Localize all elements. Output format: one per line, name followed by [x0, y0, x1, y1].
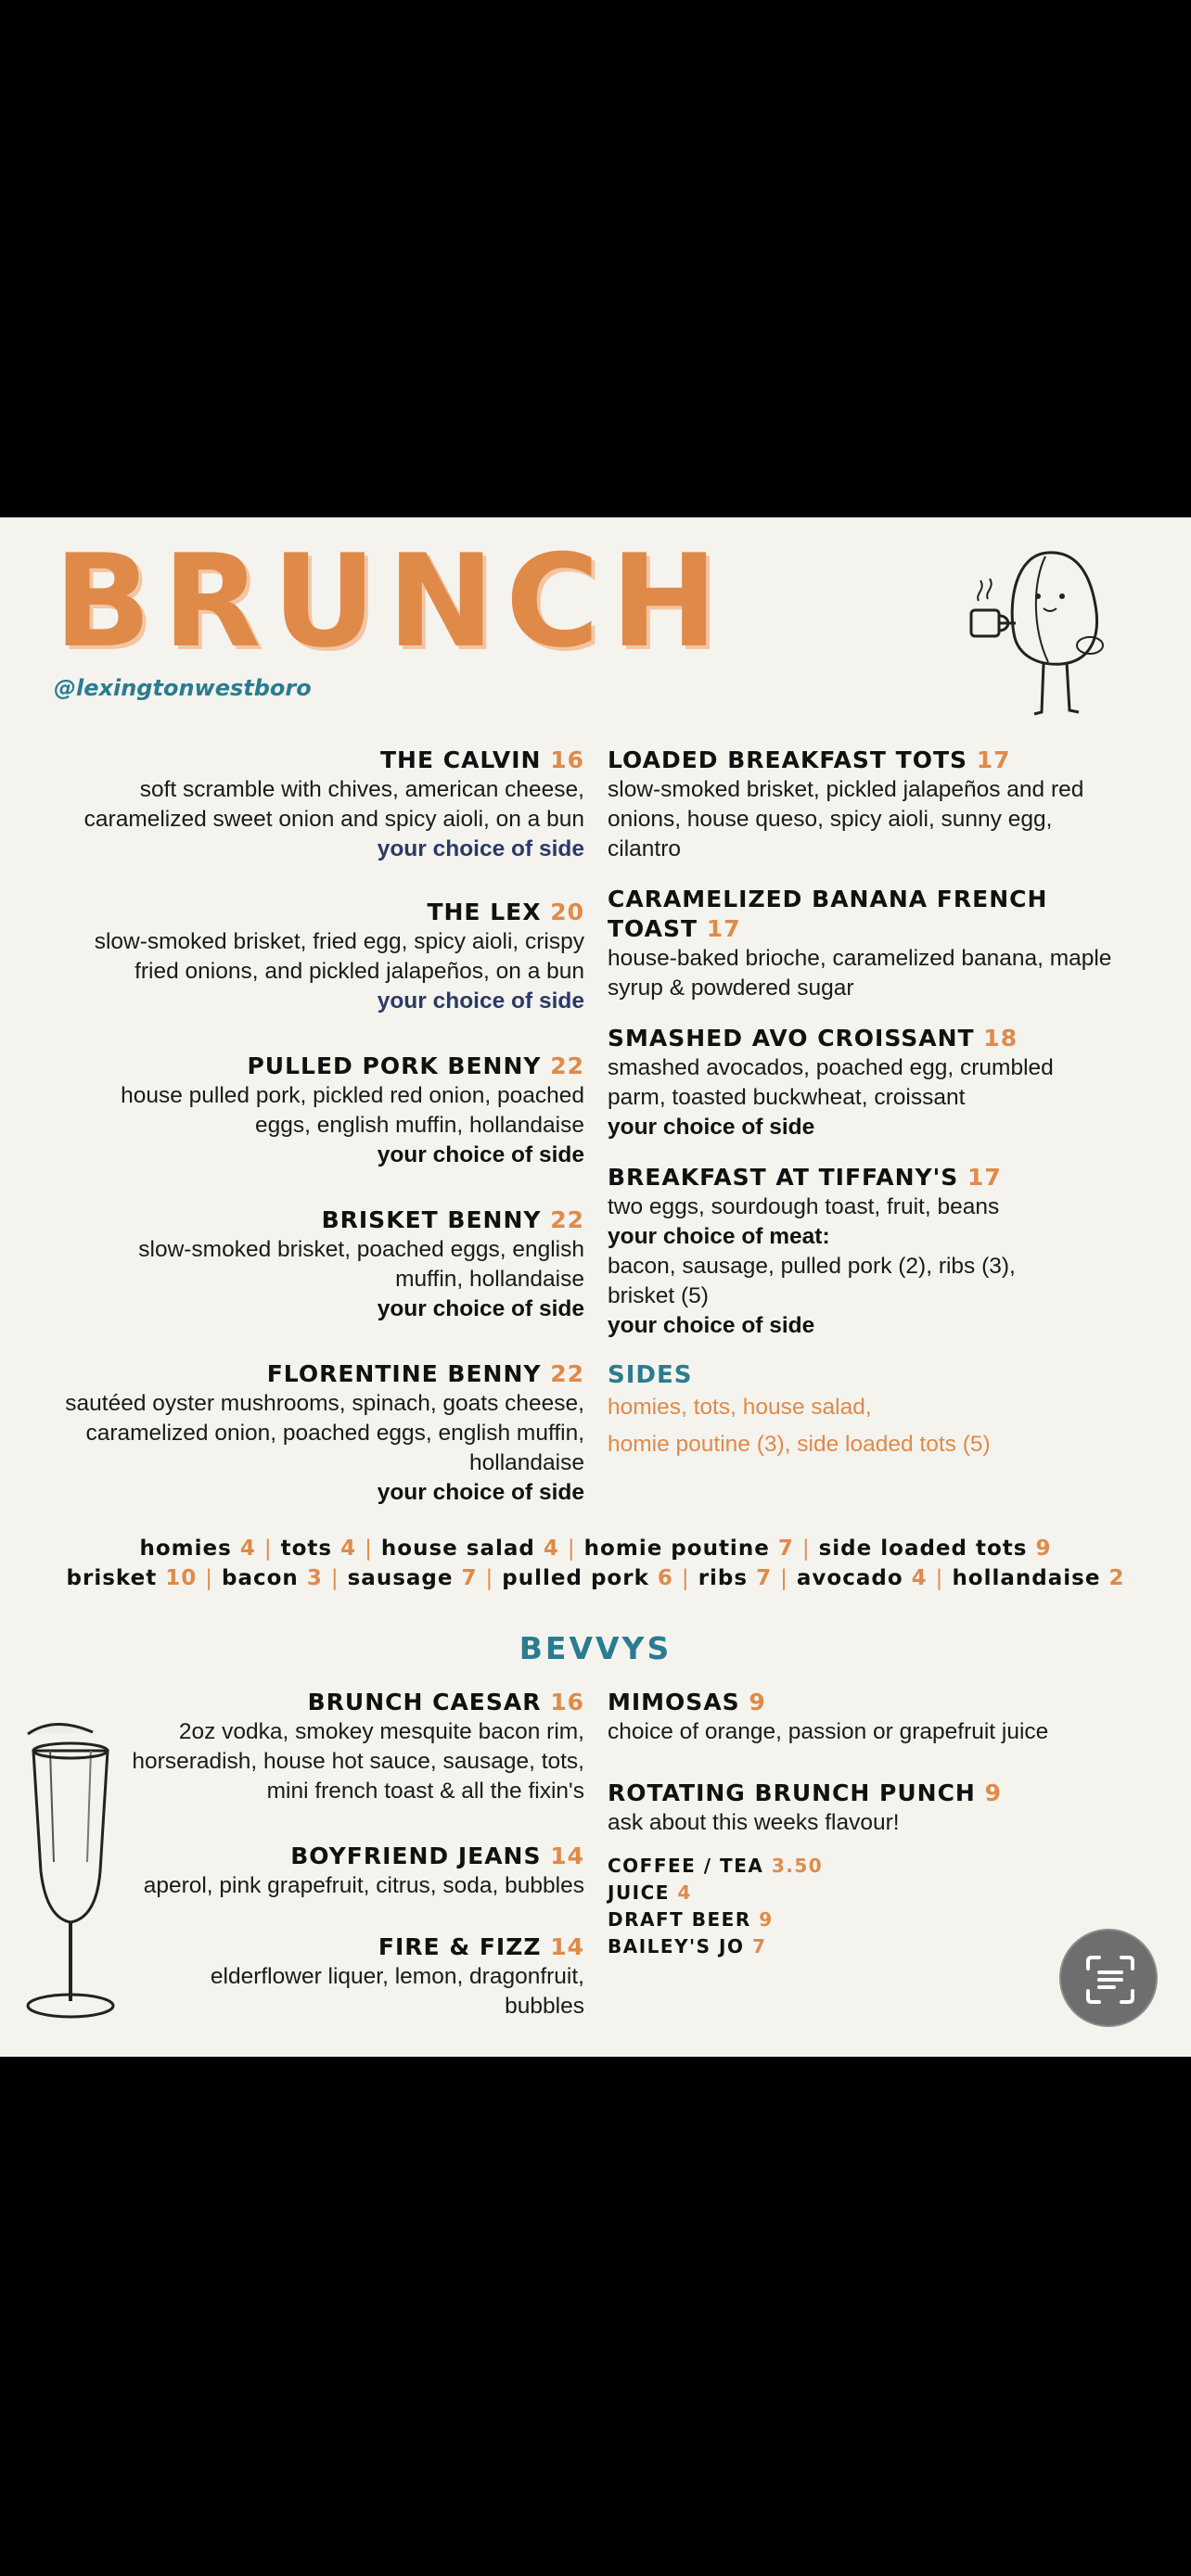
item-desc-line: caramelized sweet onion and spicy aioli, on a bun	[83, 807, 584, 832]
item-name: THE LEX	[427, 899, 542, 925]
item-desc-line: hollandaise	[469, 1450, 584, 1475]
sides-title: SIDES	[608, 1361, 693, 1389]
drink-desc-line: choice of orange, passion or grapefruit juice	[608, 1719, 1049, 1744]
google-lens-scan-icon	[1084, 1954, 1136, 2006]
drink-price: 9	[749, 1689, 766, 1715]
drink-item	[608, 1933, 1136, 1960]
addon-price: 10	[165, 1566, 198, 1590]
item-desc-line: soft scramble with chives, american cheese,	[139, 777, 584, 802]
drink-name: BOYFRIEND JEANS	[290, 1843, 542, 1869]
item-desc-line: house-baked brioche, caramelized banana, maple	[608, 946, 1112, 971]
instagram-handle: @lexingtonwestboro	[54, 675, 312, 701]
drink-price: 16	[550, 1689, 584, 1715]
menu-item	[608, 746, 1136, 864]
item-extra: your choice of side	[608, 1313, 815, 1338]
addon-price: 2	[1108, 1566, 1125, 1590]
menu-card	[0, 517, 1191, 2057]
drink-item	[56, 1842, 584, 1901]
google-lens-scan-button[interactable]	[1059, 1929, 1158, 2027]
drink-item	[608, 1880, 1136, 1906]
sides-line: homies, tots, house salad,	[608, 1395, 872, 1420]
addon-price: 6	[657, 1566, 673, 1590]
item-extra: your choice of side	[377, 988, 584, 1014]
item-extra: your choice of side	[377, 1142, 584, 1167]
item-desc-line: fried onions, and pickled jalapeños, on a bun	[134, 959, 584, 984]
drink-desc-line: bubbles	[505, 1994, 584, 2019]
item-price: 17	[967, 1164, 1002, 1191]
addon-price: 7	[756, 1566, 773, 1590]
meat-choice-label: your choice of meat:	[608, 1224, 830, 1249]
drink-item	[608, 1906, 1136, 1933]
menu-item	[608, 1163, 1136, 1341]
item-desc-line: caramelized onion, poached eggs, english muffin,	[85, 1421, 584, 1446]
menu-item	[56, 746, 584, 864]
item-desc-line: smashed avocados, poached egg, crumbled	[608, 1055, 1054, 1080]
small-drinks-list	[608, 1853, 1136, 1960]
item-extra: your choice of side	[377, 836, 584, 861]
drink-price: 3.50	[771, 1855, 824, 1877]
drink-name: MIMOSAS	[608, 1689, 740, 1715]
egg-with-coffee-icon	[960, 545, 1122, 731]
drink-item	[608, 1853, 1136, 1880]
item-name: SMASHED AVO CROISSANT	[608, 1025, 975, 1052]
item-desc-line: house pulled pork, pickled red onion, poached	[121, 1083, 584, 1108]
item-price: 22	[550, 1360, 584, 1387]
addon-name: tots	[280, 1537, 333, 1561]
drink-desc-line: horseradish, house hot sauce, sausage, tots,	[132, 1749, 584, 1774]
addon-price: 3	[306, 1566, 323, 1590]
item-name: TOAST	[608, 915, 698, 942]
addon-name: homie poutine	[583, 1537, 770, 1561]
item-desc-line: onions, house queso, spicy aioli, sunny egg,	[608, 807, 1053, 832]
item-desc-line: eggs, english muffin, hollandaise	[254, 1113, 584, 1138]
drink-name: COFFEE / TEA	[608, 1855, 764, 1877]
drink-name: DRAFT BEER	[608, 1908, 751, 1931]
bevvys-title: BEVVYS	[519, 1630, 672, 1666]
drink-desc-line: mini french toast & all the fixin's	[266, 1779, 584, 1804]
item-price: 22	[550, 1206, 584, 1233]
item-price: 20	[550, 899, 584, 925]
addon-name: house salad	[380, 1537, 535, 1561]
menu-item	[56, 1205, 584, 1324]
drink-name: BAILEY'S JO	[608, 1935, 745, 1958]
item-name: CARAMELIZED BANANA FRENCH	[608, 886, 1048, 912]
item-desc-line: slow-smoked brisket, fried egg, spicy aioli, crispy	[94, 929, 584, 954]
drink-desc-line: 2oz vodka, smokey mesquite bacon rim,	[178, 1719, 584, 1744]
item-extra: your choice of side	[377, 1480, 584, 1505]
item-extra: your choice of side	[377, 1296, 584, 1321]
item-price: 17	[976, 746, 1011, 773]
menu-title: BRUNCH	[54, 527, 729, 676]
menu-item	[608, 1024, 1136, 1142]
drink-name: ROTATING BRUNCH PUNCH	[608, 1779, 976, 1806]
menu-item	[56, 898, 584, 1016]
item-desc-line: brisket (5)	[608, 1283, 709, 1308]
drink-desc-line: ask about this weeks flavour!	[608, 1810, 900, 1835]
addon-price: 4	[239, 1537, 256, 1561]
drink-item	[56, 1932, 584, 2021]
addon-name: hollandaise	[952, 1566, 1101, 1590]
item-price: 22	[550, 1052, 584, 1079]
drink-price: 14	[550, 1843, 584, 1869]
addon-name: pulled pork	[502, 1566, 649, 1590]
addon-name: homies	[139, 1537, 232, 1561]
addon-name: ribs	[698, 1566, 749, 1590]
drink-item	[608, 1779, 1136, 1838]
item-extra: your choice of side	[608, 1115, 815, 1140]
addon-price: 9	[1035, 1537, 1052, 1561]
addon-price: 4	[340, 1537, 357, 1561]
item-name: PULLED PORK BENNY	[247, 1052, 542, 1079]
item-desc-line: syrup & powdered sugar	[608, 976, 854, 1001]
menu-item	[608, 885, 1136, 1003]
addon-name: side loaded tots	[818, 1537, 1028, 1561]
drink-item	[608, 1688, 1136, 1747]
item-price: 16	[550, 746, 584, 773]
drink-price: 4	[677, 1881, 692, 1904]
item-desc-line: slow-smoked brisket, pickled jalapeños and red	[608, 777, 1084, 802]
menu-item	[56, 1052, 584, 1170]
addon-price: 4	[911, 1566, 928, 1590]
item-name: BREAKFAST AT TIFFANY'S	[608, 1164, 959, 1191]
drink-price: 7	[751, 1935, 767, 1958]
addons-row: homies 4 | tots 4 | house salad 4 | homie poutine 7 | side loaded tots 9	[139, 1537, 1052, 1561]
item-desc-line: bacon, sausage, pulled pork (2), ribs (3),	[608, 1254, 1016, 1279]
menu-item	[56, 1359, 584, 1508]
item-desc-line: parm, toasted buckwheat, croissant	[608, 1085, 966, 1110]
addon-name: brisket	[66, 1566, 158, 1590]
item-name: FLORENTINE BENNY	[266, 1360, 542, 1387]
sides-section	[608, 1361, 1136, 1463]
drink-name: BRUNCH CAESAR	[307, 1689, 542, 1715]
item-price: 18	[983, 1025, 1018, 1052]
item-desc-line: sautéed oyster mushrooms, spinach, goats cheese,	[65, 1391, 584, 1416]
addon-price: 7	[461, 1566, 478, 1590]
item-desc-line: cilantro	[608, 836, 681, 861]
addon-price: 4	[543, 1537, 559, 1561]
sides-line: homie poutine (3), side loaded tots (5)	[608, 1432, 991, 1457]
drink-name: FIRE & FIZZ	[378, 1933, 542, 1960]
drink-name: JUICE	[608, 1881, 670, 1904]
item-desc-line: two eggs, sourdough toast, fruit, beans	[608, 1194, 1000, 1219]
drink-price: 9	[984, 1779, 1002, 1806]
item-name: LOADED BREAKFAST TOTS	[608, 746, 968, 773]
addon-name: avocado	[796, 1566, 903, 1590]
item-price: 17	[706, 915, 741, 942]
addon-name: sausage	[347, 1566, 454, 1590]
item-name: BRISKET BENNY	[321, 1206, 542, 1233]
addons-row: brisket 10 | bacon 3 | sausage 7 | pulled pork 6 | ribs 7 | avocado 4 | hollandaise 2	[66, 1566, 1125, 1590]
drink-desc-line: aperol, pink grapefruit, citrus, soda, bubbles	[143, 1873, 584, 1898]
drink-price: 9	[759, 1908, 774, 1931]
drink-item	[56, 1688, 584, 1806]
drink-price: 14	[550, 1933, 584, 1960]
addon-price: 7	[777, 1537, 794, 1561]
drink-desc-line: elderflower liquer, lemon, dragonfruit,	[210, 1964, 584, 1989]
addon-name: bacon	[222, 1566, 299, 1590]
item-desc-line: slow-smoked brisket, poached eggs, english	[138, 1237, 584, 1262]
item-name: THE CALVIN	[379, 746, 542, 773]
item-desc-line: muffin, hollandaise	[395, 1267, 584, 1292]
